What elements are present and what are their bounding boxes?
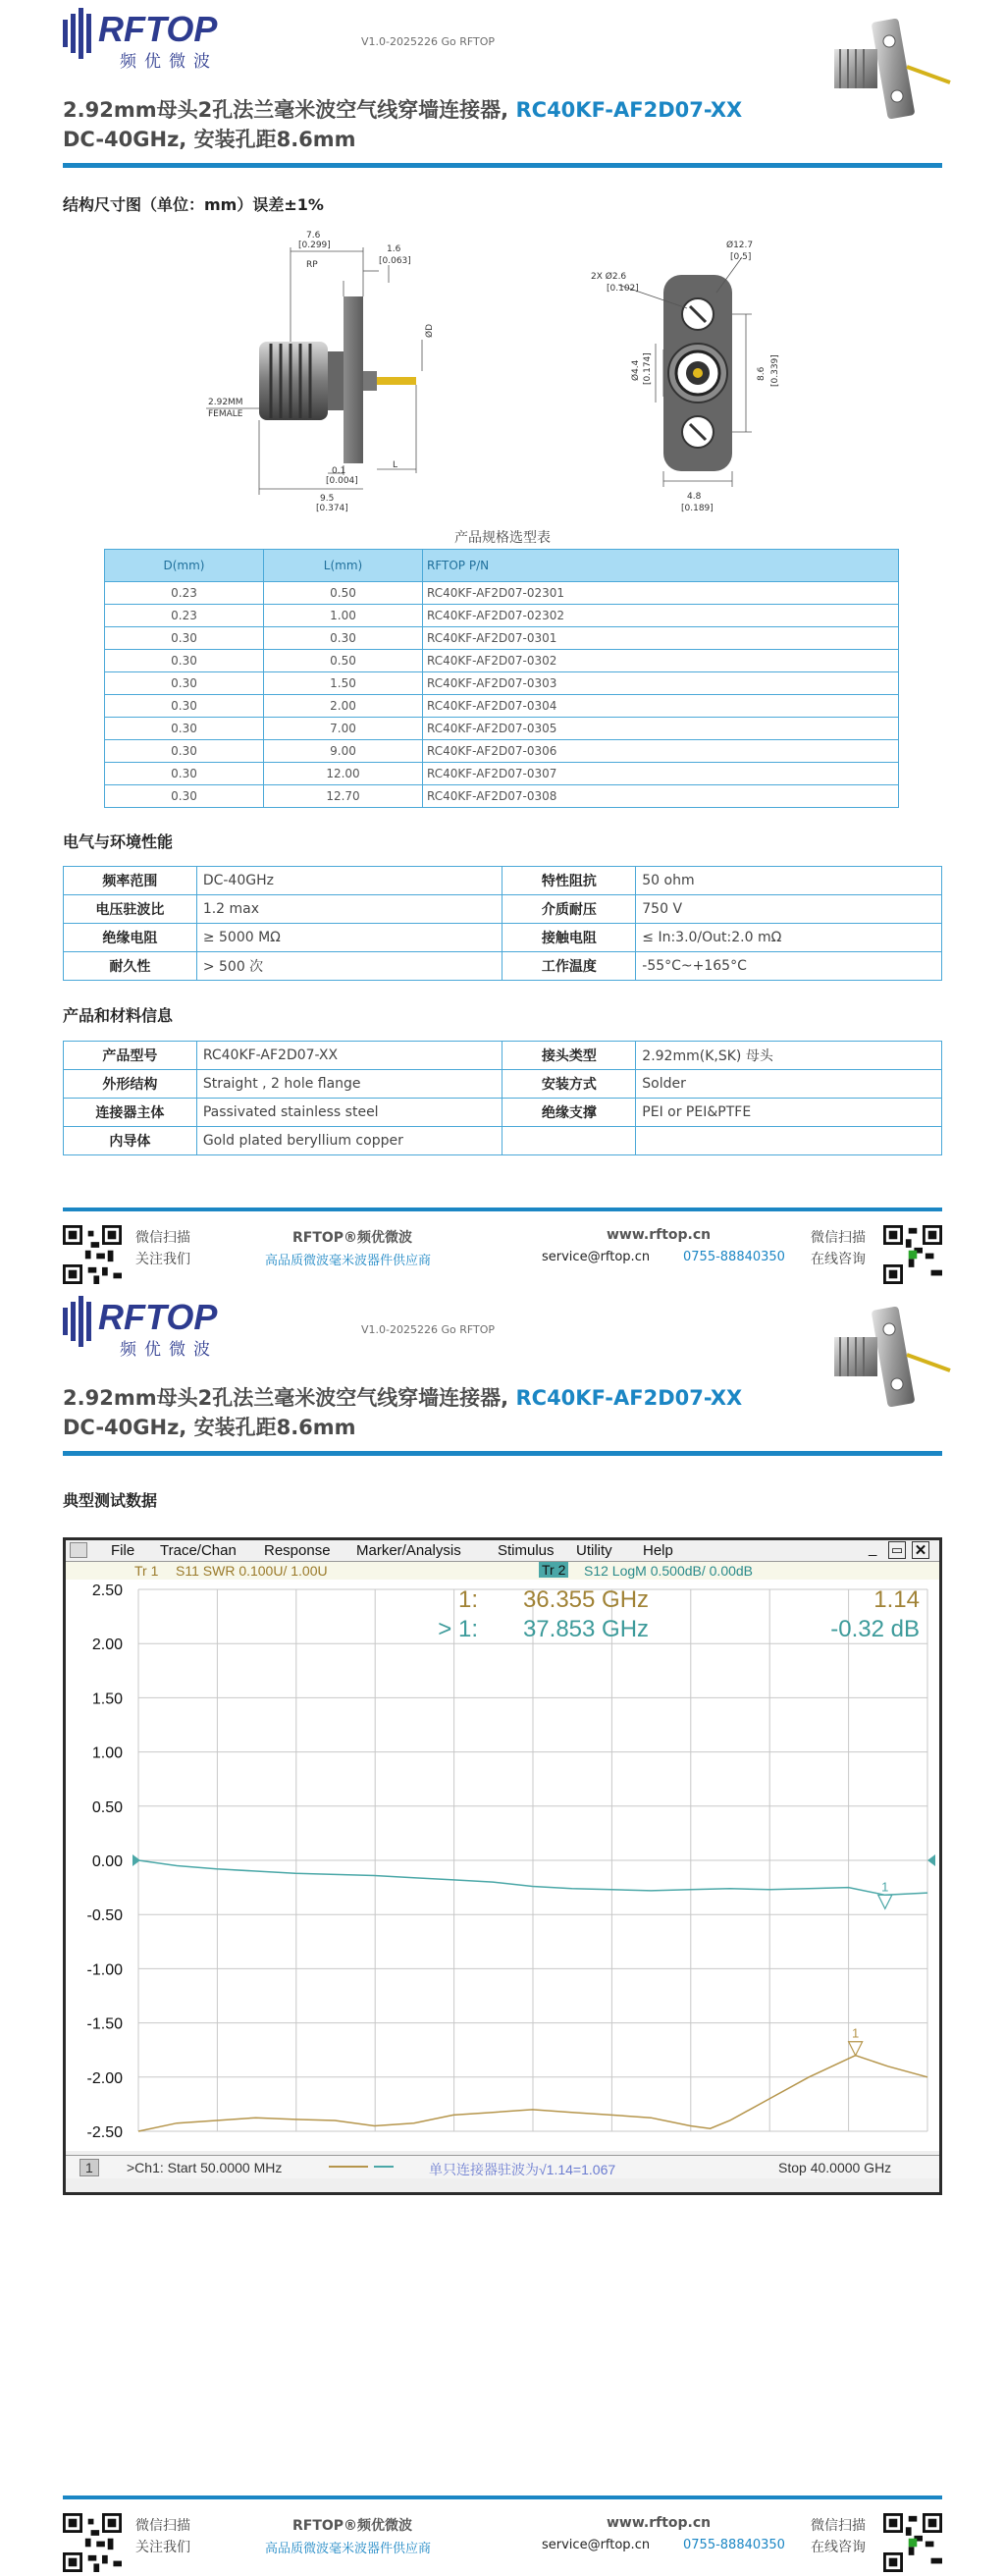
- page-title: 2.92mm母头2孔法兰毫米波空气线穿墙连接器, RC40KF-AF2D07-XX: [63, 98, 743, 122]
- page-2: [0, 1288, 1005, 2576]
- follow-us-label: 关注我们: [135, 2540, 190, 2555]
- page-title: 2.92mm母头2孔法兰毫米波空气线穿墙连接器, RC40KF-AF2D07-XX: [63, 1386, 743, 1410]
- table-cell: 0.30: [105, 763, 264, 785]
- trace-2-label[interactable]: Tr 2: [539, 1562, 568, 1578]
- property-label: 电压驻波比: [64, 895, 197, 924]
- slogan-label: 高品质微波毫米波器件供应商: [265, 1254, 432, 1268]
- table-row: [105, 582, 899, 605]
- qr-code-icon[interactable]: [63, 2513, 122, 2572]
- property-value: 750 V: [636, 895, 942, 924]
- legend-s12-swatch: [374, 2166, 394, 2168]
- qr-code-icon[interactable]: [63, 1225, 122, 1284]
- selection-table: [104, 549, 899, 808]
- version-label: V1.0-2025226 Go RFTOP: [361, 35, 496, 48]
- table-cell: 0.30: [105, 672, 264, 695]
- property-label: 产品型号: [64, 1042, 197, 1070]
- phone-label: 0755-88840350: [683, 1250, 785, 1264]
- svg-text:[0.5]: [0.5]: [730, 252, 752, 262]
- property-label: 内导体: [64, 1127, 197, 1155]
- property-value: [636, 1127, 942, 1155]
- y-tick-label: -0.50: [86, 1907, 123, 1925]
- table-cell: 0.50: [264, 582, 423, 605]
- footer-divider: [63, 1208, 942, 1211]
- slogan-label: 高品质微波毫米波器件供应商: [265, 2542, 432, 2556]
- wechat-scan-label-right: 微信扫描: [811, 1230, 866, 1246]
- email-link[interactable]: service@rftop.cn: [542, 1250, 651, 1264]
- website-link[interactable]: www.rftop.cn: [607, 1227, 712, 1243]
- property-label: 特性阻抗: [502, 867, 636, 895]
- svg-text:[0.339]: [0.339]: [770, 354, 780, 387]
- property-label: 连接器主体: [64, 1099, 197, 1127]
- wechat-scan-label-right: 微信扫描: [811, 2518, 866, 2534]
- property-value: 2.92mm(K,SK) 母头: [636, 1042, 942, 1070]
- menu-help[interactable]: Help: [643, 1542, 673, 1559]
- svg-text:Ø4.4: Ø4.4: [631, 359, 641, 381]
- property-value: -55°C~+165°C: [636, 952, 942, 981]
- version-label: V1.0-2025226 Go RFTOP: [361, 1323, 496, 1336]
- column-header: RFTOP P/N: [423, 550, 899, 582]
- svg-text:[0.299]: [0.299]: [298, 241, 331, 250]
- y-tick-label: -2.00: [86, 2069, 123, 2087]
- y-tick-label: 0.00: [91, 1853, 123, 1870]
- svg-text:L: L: [393, 460, 398, 470]
- qr-code-icon[interactable]: [883, 1225, 942, 1284]
- svg-text:[0.174]: [0.174]: [643, 352, 653, 385]
- table-cell: RC40KF-AF2D07-0306: [423, 740, 899, 763]
- marker-1-label: 1:: [457, 1586, 478, 1613]
- column-header: D(mm): [105, 550, 264, 582]
- table-cell: RC40KF-AF2D07-02302: [423, 605, 899, 627]
- vna-menubar: [66, 1540, 939, 1562]
- svg-text:Ø12.7: Ø12.7: [726, 241, 754, 250]
- property-value: ≤ In:3.0/Out:2.0 mΩ: [636, 924, 942, 952]
- trace-1-desc: S11 SWR 0.100U/ 1.00U: [176, 1563, 328, 1579]
- y-tick-label: 2.50: [91, 1583, 123, 1599]
- property-value: Gold plated beryllium copper: [196, 1127, 502, 1155]
- section-title-electrical: 电气与环境性能: [63, 832, 174, 851]
- wechat-scan-label: 微信扫描: [135, 2518, 190, 2534]
- app-icon: [70, 1542, 87, 1558]
- table-row: [64, 1099, 942, 1127]
- table-cell: 12.00: [264, 763, 423, 785]
- svg-text:7.6: 7.6: [306, 231, 321, 241]
- table-cell: RC40KF-AF2D07-02301: [423, 582, 899, 605]
- table-cell: 0.30: [264, 627, 423, 650]
- close-icon[interactable]: ✕: [912, 1541, 929, 1559]
- property-value: > 500 次: [196, 952, 502, 981]
- website-link[interactable]: www.rftop.cn: [607, 2515, 712, 2531]
- menu-response[interactable]: Response: [264, 1542, 331, 1559]
- connector-product-image: [820, 1298, 958, 1421]
- svg-text:[0.063]: [0.063]: [379, 256, 411, 266]
- property-value: RC40KF-AF2D07-XX: [196, 1042, 502, 1070]
- y-tick-label: 2.00: [91, 1637, 123, 1654]
- section-title-dimensions: 结构尺寸图（单位：mm）误差±1%: [63, 195, 324, 214]
- table-row: [64, 1127, 942, 1155]
- email-link[interactable]: service@rftop.cn: [542, 2538, 651, 2552]
- svg-text:8.6: 8.6: [757, 366, 767, 381]
- property-value: ≥ 5000 MΩ: [196, 924, 502, 952]
- page-subtitle: DC-40GHz, 安装孔距8.6mm: [63, 1416, 356, 1439]
- property-label: 安装方式: [502, 1070, 636, 1099]
- brand-label: RFTOP®频优微波: [292, 2518, 413, 2534]
- property-label: 工作温度: [502, 952, 636, 981]
- svg-text:[0.374]: [0.374]: [316, 504, 348, 513]
- trace-2-desc: S12 LogM 0.500dB/ 0.00dB: [584, 1563, 754, 1579]
- table-row: [105, 785, 899, 808]
- restore-icon[interactable]: ▭: [888, 1541, 906, 1559]
- online-consult-label: 在线咨询: [811, 1252, 866, 1267]
- trace-1-label[interactable]: Tr 1: [134, 1563, 159, 1579]
- property-label: 绝缘支撑: [502, 1099, 636, 1127]
- table-row: [105, 718, 899, 740]
- menu-file[interactable]: File: [111, 1542, 135, 1559]
- svg-text:RP: RP: [306, 260, 318, 270]
- table-cell: 0.23: [105, 605, 264, 627]
- stop-frequency: Stop 40.0000 GHz: [778, 2160, 892, 2175]
- table-cell: RC40KF-AF2D07-0302: [423, 650, 899, 672]
- svg-text:RFTOP: RFTOP: [98, 9, 218, 49]
- s12-marker-number: 1: [881, 1879, 889, 1895]
- table-row: [105, 740, 899, 763]
- brand-label: RFTOP®频优微波: [292, 1230, 413, 1246]
- table-cell: 0.30: [105, 740, 264, 763]
- table-cell: RC40KF-AF2D07-0301: [423, 627, 899, 650]
- table-cell: RC40KF-AF2D07-0308: [423, 785, 899, 808]
- y-tick-label: 1.50: [91, 1690, 123, 1708]
- svg-text:2.92MM: 2.92MM: [208, 398, 243, 407]
- table-cell: 0.23: [105, 582, 264, 605]
- section-title-test-data: 典型测试数据: [63, 1491, 158, 1510]
- marker-2-label: > 1:: [438, 1616, 478, 1642]
- menu-utility[interactable]: Utility: [576, 1542, 612, 1559]
- marker-1-value: 1.14: [873, 1586, 920, 1613]
- footer: [63, 2496, 942, 2564]
- connector-product-image: [820, 10, 958, 133]
- selection-table-caption: 产品规格选型表: [454, 530, 551, 546]
- svg-text:FEMALE: FEMALE: [208, 409, 243, 419]
- online-consult-label: 在线咨询: [811, 2540, 866, 2555]
- svg-text:ØD: ØD: [425, 323, 435, 338]
- property-value: DC-40GHz: [196, 867, 502, 895]
- svg-text:4.8: 4.8: [687, 492, 702, 502]
- table-cell: 12.70: [264, 785, 423, 808]
- header-divider: [63, 1451, 942, 1456]
- legend-s11-swatch: [329, 2166, 368, 2168]
- svg-text:RFTOP: RFTOP: [98, 1297, 218, 1337]
- table-cell: 0.50: [264, 650, 423, 672]
- menu-marker-analysis[interactable]: Marker/Analysis: [356, 1542, 461, 1559]
- y-tick-label: -1.00: [86, 1961, 123, 1979]
- minimize-icon[interactable]: _: [869, 1540, 877, 1557]
- property-value: PEI or PEI&PTFE: [636, 1099, 942, 1127]
- table-cell: 1.00: [264, 605, 423, 627]
- property-value: Solder: [636, 1070, 942, 1099]
- property-label: 频率范围: [64, 867, 197, 895]
- header-divider: [63, 163, 942, 168]
- table-cell: 9.00: [264, 740, 423, 763]
- svg-text:2X Ø2.6: 2X Ø2.6: [591, 272, 627, 282]
- marker-2-frequency: 37.853 GHz: [522, 1616, 650, 1642]
- property-label: 介质耐压: [502, 895, 636, 924]
- property-value: 50 ohm: [636, 867, 942, 895]
- svg-text:9.5: 9.5: [320, 494, 335, 504]
- channel-indicator[interactable]: 1: [79, 2159, 99, 2176]
- menu-stimulus[interactable]: Stimulus: [498, 1542, 555, 1559]
- qr-code-icon[interactable]: [883, 2513, 942, 2572]
- wechat-scan-label: 微信扫描: [135, 1230, 190, 1246]
- svg-text:0.1: 0.1: [332, 466, 346, 476]
- property-label: 接头类型: [502, 1042, 636, 1070]
- table-cell: 0.30: [105, 627, 264, 650]
- table-row: [64, 1070, 942, 1099]
- table-row: [105, 763, 899, 785]
- table-row: [64, 952, 942, 981]
- y-tick-label: -2.50: [86, 2124, 123, 2141]
- phone-label: 0755-88840350: [683, 2538, 785, 2552]
- property-label: [502, 1127, 636, 1155]
- property-label: 接触电阻: [502, 924, 636, 952]
- marker-2-value: -0.32 dB: [830, 1616, 920, 1642]
- table-row: [105, 695, 899, 718]
- property-value: 1.2 max: [196, 895, 502, 924]
- vswr-note: 单只连接器驻波为√1.14=1.067: [429, 2162, 616, 2177]
- footer: [63, 1208, 942, 1276]
- y-tick-label: 0.50: [91, 1798, 123, 1816]
- property-label: 绝缘电阻: [64, 924, 197, 952]
- footer-divider: [63, 2496, 942, 2499]
- table-row: [64, 867, 942, 895]
- property-value: Passivated stainless steel: [196, 1099, 502, 1127]
- table-row: [64, 1042, 942, 1070]
- logo-subtitle: 频优微波: [120, 52, 218, 72]
- table-cell: RC40KF-AF2D07-0305: [423, 718, 899, 740]
- table-cell: 7.00: [264, 718, 423, 740]
- table-cell: 0.30: [105, 695, 264, 718]
- table-cell: 0.30: [105, 785, 264, 808]
- table-cell: RC40KF-AF2D07-0304: [423, 695, 899, 718]
- svg-text:1.6: 1.6: [387, 244, 401, 254]
- electrical-table: [63, 866, 942, 981]
- vna-trace-bar: [66, 1562, 939, 1580]
- table-row: [105, 627, 899, 650]
- table-row: [105, 605, 899, 627]
- y-tick-label: -1.50: [86, 2015, 123, 2033]
- marker-1-frequency: 36.355 GHz: [522, 1586, 650, 1613]
- table-cell: 0.30: [105, 650, 264, 672]
- table-row: [64, 924, 942, 952]
- page-subtitle: DC-40GHz, 安装孔距8.6mm: [63, 128, 356, 151]
- table-cell: 2.00: [264, 695, 423, 718]
- table-cell: RC40KF-AF2D07-0307: [423, 763, 899, 785]
- menu-trace-chan[interactable]: Trace/Chan: [160, 1542, 237, 1559]
- table-cell: 0.30: [105, 718, 264, 740]
- svg-text:[0.189]: [0.189]: [681, 504, 714, 513]
- property-value: Straight , 2 hole flange: [196, 1070, 502, 1099]
- vna-status-bar: [66, 2155, 939, 2178]
- svg-text:[0.102]: [0.102]: [607, 284, 639, 294]
- dimension-drawing: [196, 224, 824, 518]
- s11-marker-number: 1: [852, 2025, 860, 2041]
- logo-subtitle: 频优微波: [120, 1340, 218, 1360]
- table-row: [105, 650, 899, 672]
- svg-text:[0.004]: [0.004]: [326, 476, 358, 486]
- property-label: 外形结构: [64, 1070, 197, 1099]
- y-tick-label: 1.00: [91, 1744, 123, 1762]
- table-row: [64, 895, 942, 924]
- materials-table: [63, 1041, 942, 1155]
- table-row: [105, 672, 899, 695]
- column-header: L(mm): [264, 550, 423, 582]
- section-title-materials: 产品和材料信息: [63, 1006, 174, 1025]
- follow-us-label: 关注我们: [135, 1252, 190, 1267]
- property-label: 耐久性: [64, 952, 197, 981]
- vna-window: [63, 1537, 942, 2195]
- start-frequency: >Ch1: Start 50.0000 MHz: [127, 2160, 283, 2175]
- vna-plot: [66, 1580, 939, 2151]
- selection-table-header: [105, 550, 899, 582]
- table-cell: 1.50: [264, 672, 423, 695]
- table-cell: RC40KF-AF2D07-0303: [423, 672, 899, 695]
